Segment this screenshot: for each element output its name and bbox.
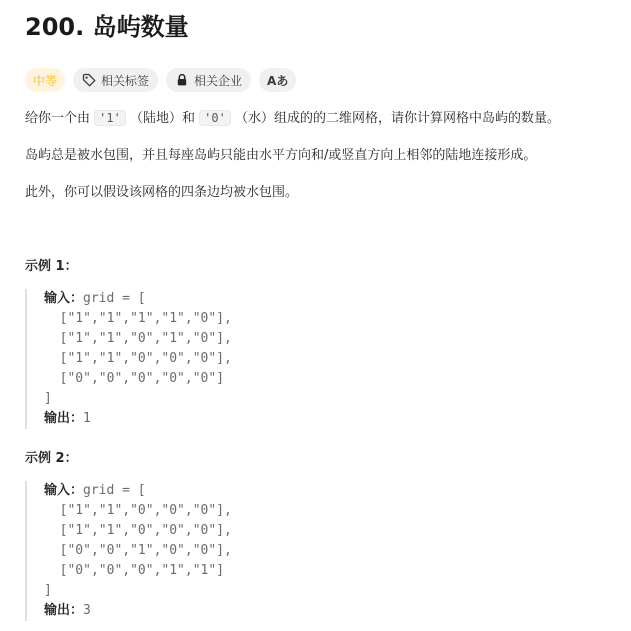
output-label: 输出： <box>44 411 84 426</box>
description-paragraph-2: 岛屿总是被水包围，并且每座岛屿只能由水平方向和/或竖直方向上相邻的陆地连接形成。 <box>25 148 537 163</box>
grid-row: ["1","1","0","1","0"], <box>59 331 232 346</box>
lock-icon <box>175 73 189 87</box>
grid-row: ["1","1","1","1","0"], <box>59 311 232 326</box>
grid-close: ] <box>44 583 52 598</box>
output-value: 1 <box>83 411 91 426</box>
tag-icon <box>82 73 96 87</box>
related-topics-label: 相关标签 <box>101 73 150 88</box>
description-paragraph-1: 给你一个由 '1' （陆地）和 '0' （水）组成的的二维网格，请你计算网格中岛屿的数量。 <box>25 111 560 126</box>
related-companies-tag[interactable] <box>166 68 251 92</box>
difficulty-badge[interactable]: 中等 <box>25 68 65 92</box>
problem-title: 200. 岛屿数量 <box>25 13 189 41</box>
translate-icon: Aあ <box>267 73 289 88</box>
grid-row: ["0","0","0","1","1"] <box>59 563 225 578</box>
grid-open: grid = [ <box>83 291 146 306</box>
output-value: 3 <box>83 603 91 618</box>
inline-code-water: '0' <box>199 110 231 126</box>
example-1-title: 示例 1： <box>25 259 78 274</box>
output-label: 输出： <box>44 603 84 618</box>
example-2-title: 示例 2： <box>25 451 78 466</box>
description-paragraph-3: 此外，你可以假设该网格的四条边均被水包围。 <box>25 185 299 200</box>
grid-row: ["0","0","1","0","0"], <box>59 543 232 558</box>
grid-row: ["1","1","0","0","0"], <box>59 523 232 538</box>
related-topics-tag[interactable] <box>73 68 158 92</box>
related-companies-label: 相关企业 <box>194 73 243 88</box>
example-1-block <box>25 289 631 429</box>
grid-row: ["1","1","0","0","0"], <box>59 503 232 518</box>
grid-row: ["1","1","0","0","0"], <box>59 351 232 366</box>
tag-bar <box>25 68 631 92</box>
inline-code-land: '1' <box>94 110 126 126</box>
translate-button[interactable] <box>259 68 296 92</box>
input-label: 输入： <box>44 483 84 498</box>
example-2-block <box>25 481 631 621</box>
grid-open: grid = [ <box>83 483 146 498</box>
grid-row: ["0","0","0","0","0"] <box>59 371 225 386</box>
input-label: 输入： <box>44 291 84 306</box>
grid-close: ] <box>44 391 52 406</box>
